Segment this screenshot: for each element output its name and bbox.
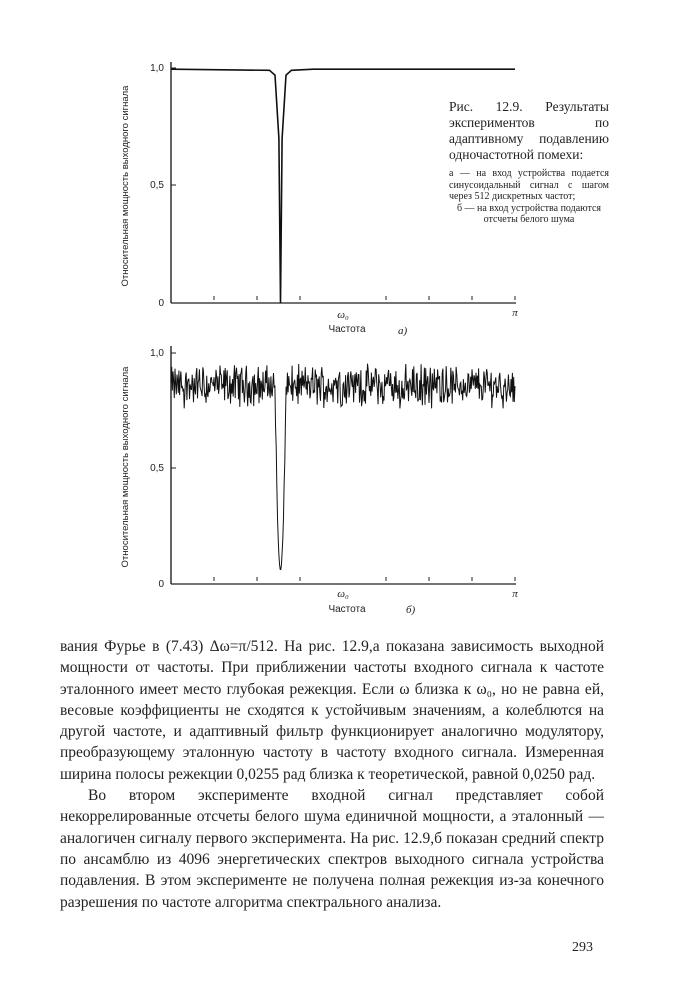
caption-title: Рис. 12.9. Результаты экспериментов по адаптивному подавлению одночастотной помехи:: [449, 99, 609, 162]
body-paragraph-1: вания Фурье в (7.43) Δω=π/512. На рис. 12.9,а показана зависимость выходной мощности от частоты. При приближении частоты входного сигнала к частоте эталонного имеет место глубокая режекция. Если ω близка к ω₀, но не равна ей, весовые коэффициенты не сходятся к устойчивым значениям, а колеблются на другой частоте, и адаптивный фильтр функционирует аналогично модулятору, преобразующему эталонную частоту в частоту входного сигнала. Измеренная ширина полосы режекции 0,0255 рад близка к теоретической, равной 0,0250 рад.: [60, 638, 604, 783]
chart-a-ytick-label-0: 0: [158, 298, 164, 309]
chart-b: [120, 346, 518, 616]
chart-a-xtick-label-pi: π: [512, 307, 518, 319]
chart-a-ytick-label-1: 1,0: [150, 63, 164, 74]
chart-b-ylabel: Относительная мощность выходного сигнала: [120, 366, 131, 568]
chart-a-ytick-label-05: 0,5: [150, 180, 164, 191]
chart-b-series-line: [171, 364, 515, 570]
chart-b-xtick-label-omega0: ω₀: [337, 588, 349, 600]
chart-b-panel-label: б): [406, 604, 416, 616]
chart-a-xlabel: Частота: [328, 324, 366, 335]
caption-note-a: а — на вход устройства подается синусоидальный сигнал с шагом через 512 дискретных частот;: [449, 168, 609, 202]
chart-b-xtick-label-pi: π: [512, 588, 518, 600]
chart-b-ytick-label-0: 0: [158, 579, 164, 590]
chart-b-ytick-label-1: 1,0: [150, 348, 164, 359]
chart-a-xticks: [214, 296, 515, 300]
body-paragraph-2: Во втором эксперименте входной сигнал представляет собой некоррелированные отсчеты белого шума единичной мощности, а эталонный — аналогичен сигналу первого эксперимента. На рис. 12.9,б показан средний спектр по ансамблю из 4096 энергетических спектров выходного сигнала устройства подавления. В этом эксперименте не получена полная режекция из-за конечного разрешения по частоте алгоритма спектрального анализа.: [60, 787, 604, 911]
figure-caption: [449, 99, 609, 226]
chart-a-ylabel: Относительная мощность выходного сигнала: [120, 85, 131, 287]
chart-b-xticks: [214, 577, 515, 581]
chart-b-ytick-label-05: 0,5: [150, 463, 164, 474]
caption-note-b: б — на вход устройства подаются отсчеты белого шума: [456, 202, 602, 225]
caption-notes: [449, 168, 609, 226]
chart-b-xlabel: Частота: [328, 604, 366, 615]
page-number: 293: [572, 940, 593, 955]
chart-a-panel-label: а): [398, 325, 408, 337]
chart-a-xtick-label-omega0: ω₀: [337, 309, 349, 321]
body-text: [60, 636, 604, 913]
